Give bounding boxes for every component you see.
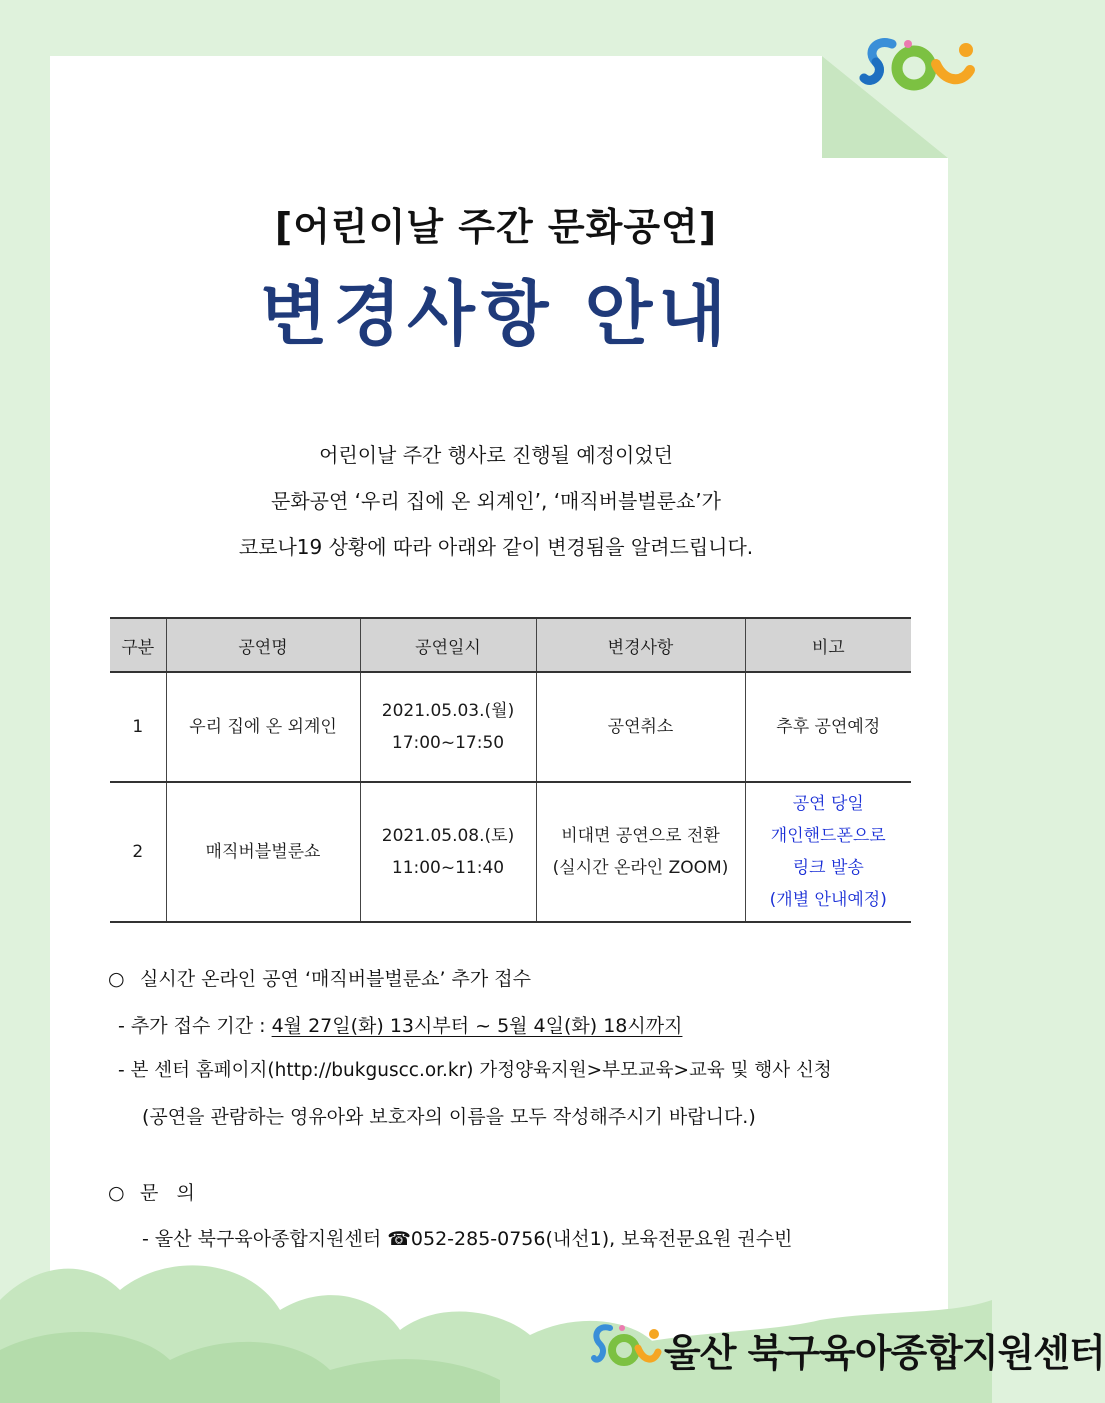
- registration-note: (공연을 관람하는 영유아와 보호자의 이름을 모두 작성해주시기 바랍니다.): [142, 1106, 756, 1128]
- header-cell: 공연일시: [360, 618, 536, 672]
- header-cell: 변경사항: [536, 618, 745, 672]
- performance-date: 2021.05.08.(토): [381, 826, 515, 846]
- performance-time: 17:00~17:50: [391, 733, 505, 753]
- performance-datetime: [360, 672, 536, 782]
- center-logo-icon: [862, 34, 980, 100]
- note-text: 개인핸드폰으로: [770, 826, 886, 846]
- note-text: 링크 발송: [792, 858, 864, 878]
- registration-heading-text: 실시간 온라인 공연 ‘매직버블벌룬쇼’ 추가 접수: [140, 968, 532, 990]
- schedule-table: [110, 617, 911, 923]
- note-text: (개별 안내예정): [769, 890, 887, 910]
- table-header-row: [110, 618, 911, 672]
- registration-apply: - 본 센터 홈페이지(http://bukguscc.or.kr) 가정양육지원>부모교육>교육 및 행사 신청: [118, 1060, 832, 1081]
- note-text: 추후 공연예정: [776, 717, 881, 737]
- footer-center-name: 울산 북구육아종합지원센터: [664, 1331, 1105, 1375]
- intro-line: 어린이날 주간 행사로 진행될 예정이었던: [319, 443, 673, 467]
- note-cell: [745, 782, 911, 922]
- header-cell: 비고: [745, 618, 911, 672]
- table-row: [110, 672, 911, 782]
- circle-bullet-icon: ○: [108, 1182, 125, 1204]
- period-label: - 추가 접수 기간 :: [118, 1015, 272, 1037]
- footer-logo-icon: [592, 1320, 660, 1376]
- intro-line: 문화공연 ‘우리 집에 온 외계인’, ‘매직버블벌룬쇼’가: [271, 489, 721, 513]
- intro-line: 코로나19 상황에 따라 아래와 같이 변경됨을 알려드립니다.: [238, 535, 754, 559]
- inquiry-heading-text: 문 의: [140, 1182, 195, 1204]
- change-text: (실시간 온라인 ZOOM): [552, 858, 729, 878]
- header-cell: 공연명: [166, 618, 360, 672]
- inquiry-heading: [108, 1178, 195, 1205]
- change-text: 공연취소: [607, 717, 674, 737]
- performance-name: 우리 집에 온 외계인: [166, 672, 360, 782]
- period-value: 4월 27일(화) 13시부터 ~ 5월 4일(화) 18시까지: [271, 1015, 683, 1037]
- performance-date: 2021.05.03.(월): [381, 701, 515, 721]
- note-cell: [745, 672, 911, 782]
- performance-name: 매직버블벌룬쇼: [166, 782, 360, 922]
- registration-heading: [108, 964, 531, 991]
- registration-period: [118, 1011, 682, 1038]
- note-text: 공연 당일: [792, 794, 864, 814]
- performance-time: 11:00~11:40: [391, 858, 505, 878]
- title-line2: 변경사항 안내: [259, 273, 733, 355]
- circle-bullet-icon: ○: [108, 968, 125, 990]
- row-number: 1: [110, 672, 166, 782]
- change-text: 비대면 공연으로 전환: [561, 826, 720, 846]
- row-number: 2: [110, 782, 166, 922]
- performance-datetime: [360, 782, 536, 922]
- title-line1: [어린이날 주간 문화공연]: [274, 205, 718, 249]
- inquiry-contact: - 울산 북구육아종합지원센터 ☎052-285-0756(내선1), 보육전문요원 권수빈: [142, 1228, 793, 1250]
- change-cell: [536, 782, 745, 922]
- intro-paragraph: [0, 432, 992, 570]
- change-cell: [536, 672, 745, 782]
- header-cell: 구분: [110, 618, 166, 672]
- table-row: [110, 782, 911, 922]
